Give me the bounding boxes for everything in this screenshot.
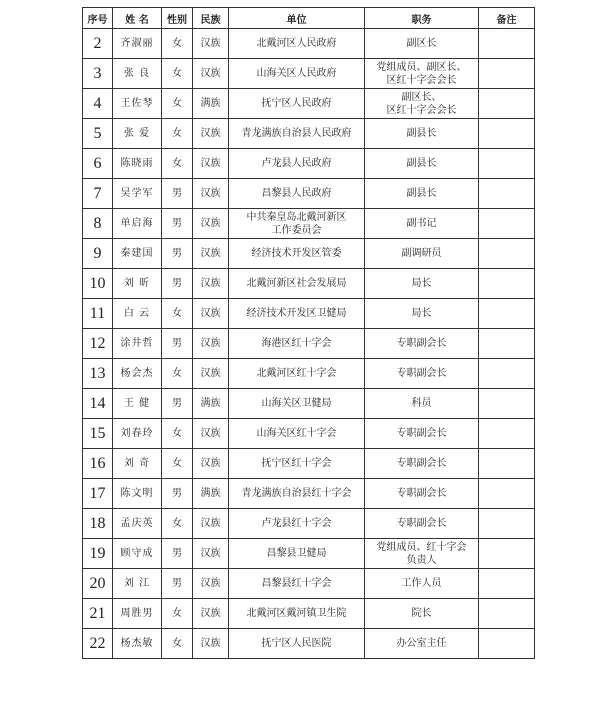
- table-row: [83, 59, 535, 89]
- name-cell: 陈晓雨: [113, 149, 162, 179]
- gender-cell: 男: [162, 539, 193, 569]
- post-cell: 办公室主任: [365, 629, 479, 659]
- post-cell: 副书记: [365, 209, 479, 239]
- unit-cell: 青龙满族自治县人民政府: [229, 119, 365, 149]
- unit-cell: 卢龙县人民政府: [229, 149, 365, 179]
- table-row: [83, 149, 535, 179]
- post-cell: 党组成员、副区长、 区红十字会会长: [365, 59, 479, 89]
- table-row: [83, 329, 535, 359]
- unit-cell: 山海关区人民政府: [229, 59, 365, 89]
- table-row: [83, 209, 535, 239]
- note-cell: [479, 119, 535, 149]
- seq-cell: 16: [83, 449, 113, 479]
- ethnic-cell: 满族: [193, 479, 229, 509]
- header-row: [83, 8, 535, 29]
- name-cell: 刘 奇: [113, 449, 162, 479]
- ethnic-cell: 满族: [193, 389, 229, 419]
- ethnic-cell: 汉族: [193, 449, 229, 479]
- gender-cell: 女: [162, 509, 193, 539]
- post-cell: 科员: [365, 389, 479, 419]
- post-cell: 副县长: [365, 149, 479, 179]
- name-cell: 杨会杰: [113, 359, 162, 389]
- table-row: [83, 299, 535, 329]
- table-row: [83, 509, 535, 539]
- post-cell: 副区长: [365, 29, 479, 59]
- post-cell: 副区长、 区红十字会会长: [365, 89, 479, 119]
- unit-cell: 昌黎县红十字会: [229, 569, 365, 599]
- note-cell: [479, 479, 535, 509]
- table-row: [83, 419, 535, 449]
- post-cell: 党组成员、红十字会 负责人: [365, 539, 479, 569]
- seq-cell: 12: [83, 329, 113, 359]
- name-cell: 刘 昕: [113, 269, 162, 299]
- gender-cell: 男: [162, 209, 193, 239]
- seq-cell: 2: [83, 29, 113, 59]
- name-cell: 周胜男: [113, 599, 162, 629]
- table-row: [83, 239, 535, 269]
- gender-cell: 男: [162, 329, 193, 359]
- post-cell: 院长: [365, 599, 479, 629]
- note-cell: [479, 629, 535, 659]
- ethnic-cell: 汉族: [193, 359, 229, 389]
- name-cell: 吴学军: [113, 179, 162, 209]
- seq-cell: 13: [83, 359, 113, 389]
- note-cell: [479, 449, 535, 479]
- ethnic-cell: 汉族: [193, 29, 229, 59]
- name-cell: 陈文明: [113, 479, 162, 509]
- gender-cell: 女: [162, 59, 193, 89]
- table-row: [83, 479, 535, 509]
- ethnic-cell: 汉族: [193, 629, 229, 659]
- name-cell: 孟庆英: [113, 509, 162, 539]
- name-cell: 秦建国: [113, 239, 162, 269]
- header-ethnic: 民族: [193, 8, 229, 29]
- gender-cell: 男: [162, 239, 193, 269]
- note-cell: [479, 59, 535, 89]
- ethnic-cell: 汉族: [193, 59, 229, 89]
- unit-cell: 经济技术开发区卫健局: [229, 299, 365, 329]
- seq-cell: 3: [83, 59, 113, 89]
- name-cell: 涂井哲: [113, 329, 162, 359]
- table-row: [83, 449, 535, 479]
- note-cell: [479, 269, 535, 299]
- gender-cell: 女: [162, 359, 193, 389]
- header-name: 姓 名: [113, 8, 162, 29]
- table-row: [83, 359, 535, 389]
- seq-cell: 10: [83, 269, 113, 299]
- ethnic-cell: 汉族: [193, 269, 229, 299]
- unit-cell: 北戴河新区社会发展局: [229, 269, 365, 299]
- name-cell: 刘春玲: [113, 419, 162, 449]
- seq-cell: 8: [83, 209, 113, 239]
- table-row: [83, 89, 535, 119]
- ethnic-cell: 汉族: [193, 179, 229, 209]
- table-row: [83, 569, 535, 599]
- name-cell: 刘 江: [113, 569, 162, 599]
- post-cell: 专职副会长: [365, 449, 479, 479]
- seq-cell: 17: [83, 479, 113, 509]
- name-cell: 单启海: [113, 209, 162, 239]
- post-cell: 专职副会长: [365, 419, 479, 449]
- note-cell: [479, 509, 535, 539]
- note-cell: [479, 149, 535, 179]
- unit-cell: 卢龙县红十字会: [229, 509, 365, 539]
- unit-cell: 北戴河区红十字会: [229, 359, 365, 389]
- unit-cell: 抚宁区人民政府: [229, 89, 365, 119]
- gender-cell: 男: [162, 479, 193, 509]
- unit-cell: 昌黎县人民政府: [229, 179, 365, 209]
- table-row: [83, 29, 535, 59]
- post-cell: 副县长: [365, 179, 479, 209]
- header-seq: 序号: [83, 8, 113, 29]
- ethnic-cell: 汉族: [193, 149, 229, 179]
- gender-cell: 男: [162, 389, 193, 419]
- unit-cell: 山海关区卫健局: [229, 389, 365, 419]
- note-cell: [479, 179, 535, 209]
- post-cell: 专职副会长: [365, 479, 479, 509]
- table-row: [83, 629, 535, 659]
- post-cell: 局长: [365, 269, 479, 299]
- note-cell: [479, 599, 535, 629]
- unit-cell: 中共秦皇岛北戴河新区 工作委员会: [229, 209, 365, 239]
- gender-cell: 女: [162, 449, 193, 479]
- ethnic-cell: 汉族: [193, 239, 229, 269]
- ethnic-cell: 满族: [193, 89, 229, 119]
- post-cell: 专职副会长: [365, 329, 479, 359]
- note-cell: [479, 389, 535, 419]
- seq-cell: 22: [83, 629, 113, 659]
- note-cell: [479, 539, 535, 569]
- gender-cell: 女: [162, 89, 193, 119]
- unit-cell: 经济技术开发区管委: [229, 239, 365, 269]
- post-cell: 副调研员: [365, 239, 479, 269]
- unit-cell: 昌黎县卫健局: [229, 539, 365, 569]
- ethnic-cell: 汉族: [193, 119, 229, 149]
- name-cell: 张 良: [113, 59, 162, 89]
- seq-cell: 18: [83, 509, 113, 539]
- post-cell: 工作人员: [365, 569, 479, 599]
- name-cell: 张 爱: [113, 119, 162, 149]
- header-gender: 性别: [162, 8, 193, 29]
- member-table: [82, 7, 535, 659]
- gender-cell: 男: [162, 179, 193, 209]
- ethnic-cell: 汉族: [193, 569, 229, 599]
- seq-cell: 19: [83, 539, 113, 569]
- note-cell: [479, 419, 535, 449]
- gender-cell: 女: [162, 599, 193, 629]
- seq-cell: 21: [83, 599, 113, 629]
- ethnic-cell: 汉族: [193, 419, 229, 449]
- name-cell: 齐淑丽: [113, 29, 162, 59]
- ethnic-cell: 汉族: [193, 329, 229, 359]
- header-unit: 单位: [229, 8, 365, 29]
- gender-cell: 女: [162, 419, 193, 449]
- name-cell: 白 云: [113, 299, 162, 329]
- seq-cell: 15: [83, 419, 113, 449]
- name-cell: 王佐琴: [113, 89, 162, 119]
- table-row: [83, 269, 535, 299]
- seq-cell: 9: [83, 239, 113, 269]
- note-cell: [479, 329, 535, 359]
- gender-cell: 男: [162, 569, 193, 599]
- ethnic-cell: 汉族: [193, 209, 229, 239]
- unit-cell: 北戴河区戴河镇卫生院: [229, 599, 365, 629]
- gender-cell: 女: [162, 29, 193, 59]
- name-cell: 杨杰敏: [113, 629, 162, 659]
- header-note: 备注: [479, 8, 535, 29]
- post-cell: 局长: [365, 299, 479, 329]
- gender-cell: 女: [162, 149, 193, 179]
- note-cell: [479, 299, 535, 329]
- unit-cell: 抚宁区人民医院: [229, 629, 365, 659]
- table-row: [83, 389, 535, 419]
- seq-cell: 4: [83, 89, 113, 119]
- table-row: [83, 539, 535, 569]
- ethnic-cell: 汉族: [193, 299, 229, 329]
- unit-cell: 抚宁区红十字会: [229, 449, 365, 479]
- gender-cell: 女: [162, 119, 193, 149]
- table-row: [83, 119, 535, 149]
- seq-cell: 11: [83, 299, 113, 329]
- seq-cell: 20: [83, 569, 113, 599]
- gender-cell: 女: [162, 299, 193, 329]
- note-cell: [479, 209, 535, 239]
- table-row: [83, 179, 535, 209]
- seq-cell: 14: [83, 389, 113, 419]
- note-cell: [479, 29, 535, 59]
- ethnic-cell: 汉族: [193, 599, 229, 629]
- header-post: 职务: [365, 8, 479, 29]
- unit-cell: 北戴河区人民政府: [229, 29, 365, 59]
- name-cell: 顾守成: [113, 539, 162, 569]
- post-cell: 副县长: [365, 119, 479, 149]
- note-cell: [479, 89, 535, 119]
- name-cell: 王 健: [113, 389, 162, 419]
- unit-cell: 海港区红十字会: [229, 329, 365, 359]
- post-cell: 专职副会长: [365, 509, 479, 539]
- seq-cell: 6: [83, 149, 113, 179]
- table-row: [83, 599, 535, 629]
- seq-cell: 5: [83, 119, 113, 149]
- note-cell: [479, 569, 535, 599]
- note-cell: [479, 239, 535, 269]
- ethnic-cell: 汉族: [193, 539, 229, 569]
- gender-cell: 男: [162, 269, 193, 299]
- unit-cell: 山海关区红十字会: [229, 419, 365, 449]
- unit-cell: 青龙满族自治县红十字会: [229, 479, 365, 509]
- gender-cell: 女: [162, 629, 193, 659]
- post-cell: 专职副会长: [365, 359, 479, 389]
- note-cell: [479, 359, 535, 389]
- ethnic-cell: 汉族: [193, 509, 229, 539]
- seq-cell: 7: [83, 179, 113, 209]
